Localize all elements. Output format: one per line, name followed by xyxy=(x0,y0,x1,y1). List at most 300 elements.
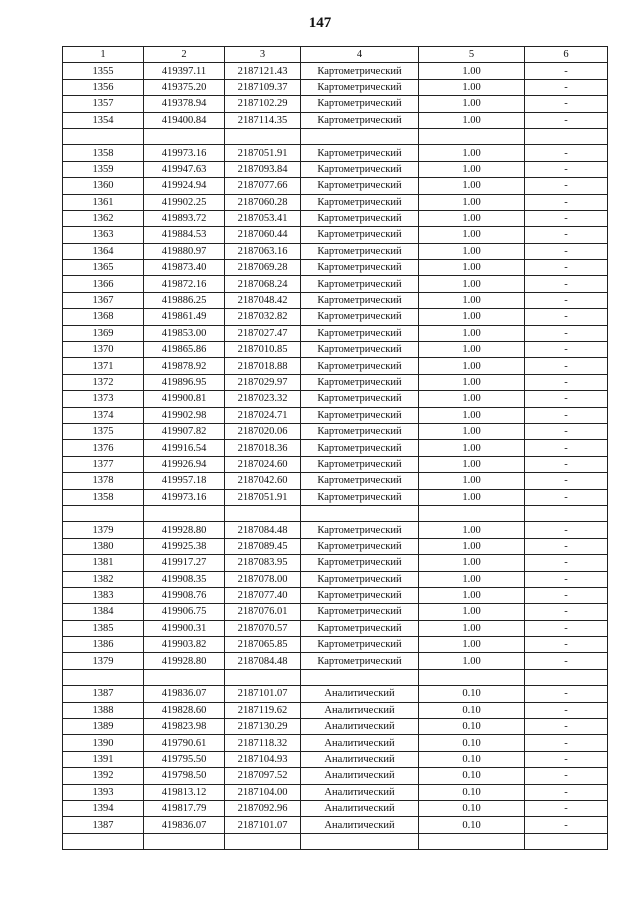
coord-y-cell: 2187084.48 xyxy=(225,653,301,669)
coord-x-cell: 419900.81 xyxy=(144,391,225,407)
point-number-cell: 1357 xyxy=(63,96,144,112)
coord-y-cell: 2187053.41 xyxy=(225,210,301,226)
method-cell: Картометрический xyxy=(301,325,419,341)
point-number-cell: 1385 xyxy=(63,620,144,636)
group-separator-row xyxy=(63,128,608,144)
point-number-cell: 1375 xyxy=(63,423,144,439)
accuracy-cell: 1.00 xyxy=(419,292,525,308)
coord-y-cell: 2187027.47 xyxy=(225,325,301,341)
point-number-cell: 1355 xyxy=(63,63,144,79)
accuracy-cell: 1.00 xyxy=(419,440,525,456)
accuracy-cell: 1.00 xyxy=(419,325,525,341)
coord-y-cell: 2187104.93 xyxy=(225,751,301,767)
empty-cell xyxy=(225,128,301,144)
method-cell: Картометрический xyxy=(301,161,419,177)
method-cell: Аналитический xyxy=(301,686,419,702)
method-cell: Картометрический xyxy=(301,63,419,79)
note-cell: - xyxy=(525,260,608,276)
method-cell: Картометрический xyxy=(301,292,419,308)
table-row xyxy=(63,292,608,308)
empty-cell xyxy=(525,833,608,849)
accuracy-cell: 0.10 xyxy=(419,817,525,833)
accuracy-cell: 1.00 xyxy=(419,79,525,95)
table-row xyxy=(63,751,608,767)
point-number-cell: 1389 xyxy=(63,719,144,735)
note-cell: - xyxy=(525,817,608,833)
table-row xyxy=(63,620,608,636)
header-col-4: 4 xyxy=(301,47,419,63)
coord-y-cell: 2187078.00 xyxy=(225,571,301,587)
coord-x-cell: 419836.07 xyxy=(144,817,225,833)
accuracy-cell: 1.00 xyxy=(419,407,525,423)
note-cell: - xyxy=(525,637,608,653)
accuracy-cell: 0.10 xyxy=(419,719,525,735)
note-cell: - xyxy=(525,800,608,816)
point-number-cell: 1362 xyxy=(63,210,144,226)
method-cell: Картометрический xyxy=(301,210,419,226)
point-number-cell: 1379 xyxy=(63,522,144,538)
table-row xyxy=(63,210,608,226)
coord-x-cell: 419902.98 xyxy=(144,407,225,423)
accuracy-cell: 1.00 xyxy=(419,194,525,210)
table-row xyxy=(63,391,608,407)
note-cell: - xyxy=(525,735,608,751)
point-number-cell: 1367 xyxy=(63,292,144,308)
coord-x-cell: 419853.00 xyxy=(144,325,225,341)
coord-x-cell: 419813.12 xyxy=(144,784,225,800)
point-number-cell: 1358 xyxy=(63,489,144,505)
point-number-cell: 1386 xyxy=(63,637,144,653)
coord-y-cell: 2187018.88 xyxy=(225,358,301,374)
table-row xyxy=(63,456,608,472)
coord-y-cell: 2187097.52 xyxy=(225,768,301,784)
coord-x-cell: 419893.72 xyxy=(144,210,225,226)
empty-cell xyxy=(225,505,301,521)
note-cell: - xyxy=(525,276,608,292)
coord-x-cell: 419790.61 xyxy=(144,735,225,751)
coord-y-cell: 2187077.40 xyxy=(225,587,301,603)
point-number-cell: 1393 xyxy=(63,784,144,800)
point-number-cell: 1366 xyxy=(63,276,144,292)
empty-cell xyxy=(144,505,225,521)
table-row xyxy=(63,260,608,276)
coord-y-cell: 2187023.32 xyxy=(225,391,301,407)
accuracy-cell: 1.00 xyxy=(419,260,525,276)
accuracy-cell: 1.00 xyxy=(419,112,525,128)
note-cell: - xyxy=(525,489,608,505)
coord-y-cell: 2187118.32 xyxy=(225,735,301,751)
method-cell: Картометрический xyxy=(301,587,419,603)
coord-y-cell: 2187060.44 xyxy=(225,227,301,243)
point-number-cell: 1378 xyxy=(63,473,144,489)
coord-x-cell: 419378.94 xyxy=(144,96,225,112)
coord-y-cell: 2187018.36 xyxy=(225,440,301,456)
empty-cell xyxy=(301,505,419,521)
method-cell: Картометрический xyxy=(301,194,419,210)
header-col-2: 2 xyxy=(144,47,225,63)
note-cell: - xyxy=(525,161,608,177)
accuracy-cell: 1.00 xyxy=(419,604,525,620)
accuracy-cell: 0.10 xyxy=(419,735,525,751)
point-number-cell: 1384 xyxy=(63,604,144,620)
table-row xyxy=(63,702,608,718)
point-number-cell: 1368 xyxy=(63,309,144,325)
method-cell: Аналитический xyxy=(301,719,419,735)
method-cell: Картометрический xyxy=(301,423,419,439)
empty-cell xyxy=(301,128,419,144)
table-row xyxy=(63,342,608,358)
point-number-cell: 1380 xyxy=(63,538,144,554)
coord-y-cell: 2187102.29 xyxy=(225,96,301,112)
table-row xyxy=(63,719,608,735)
coord-x-cell: 419798.50 xyxy=(144,768,225,784)
coord-x-cell: 419861.49 xyxy=(144,309,225,325)
coord-x-cell: 419880.97 xyxy=(144,243,225,259)
method-cell: Картометрический xyxy=(301,407,419,423)
table-row xyxy=(63,161,608,177)
page-number: 147 xyxy=(308,15,332,31)
coord-x-cell: 419925.38 xyxy=(144,538,225,554)
note-cell: - xyxy=(525,702,608,718)
coord-x-cell: 419903.82 xyxy=(144,637,225,653)
table-row xyxy=(63,604,608,620)
table-row xyxy=(63,653,608,669)
coord-y-cell: 2187020.06 xyxy=(225,423,301,439)
accuracy-cell: 1.00 xyxy=(419,538,525,554)
note-cell: - xyxy=(525,374,608,390)
method-cell: Картометрический xyxy=(301,473,419,489)
empty-cell xyxy=(525,669,608,685)
accuracy-cell: 1.00 xyxy=(419,456,525,472)
method-cell: Картометрический xyxy=(301,620,419,636)
coord-y-cell: 2187084.48 xyxy=(225,522,301,538)
point-number-cell: 1360 xyxy=(63,178,144,194)
coord-y-cell: 2187069.28 xyxy=(225,260,301,276)
coord-x-cell: 419817.79 xyxy=(144,800,225,816)
coord-y-cell: 2187101.07 xyxy=(225,686,301,702)
note-cell: - xyxy=(525,604,608,620)
method-cell: Картометрический xyxy=(301,555,419,571)
note-cell: - xyxy=(525,391,608,407)
empty-cell xyxy=(419,505,525,521)
coord-x-cell: 419828.60 xyxy=(144,702,225,718)
point-number-cell: 1361 xyxy=(63,194,144,210)
coord-x-cell: 419957.18 xyxy=(144,473,225,489)
table-row xyxy=(63,555,608,571)
method-cell: Картометрический xyxy=(301,653,419,669)
table-row xyxy=(63,768,608,784)
note-cell: - xyxy=(525,210,608,226)
point-number-cell: 1371 xyxy=(63,358,144,374)
coord-x-cell: 419902.25 xyxy=(144,194,225,210)
group-separator-row xyxy=(63,505,608,521)
note-cell: - xyxy=(525,178,608,194)
coord-x-cell: 419397.11 xyxy=(144,63,225,79)
accuracy-cell: 1.00 xyxy=(419,210,525,226)
note-cell: - xyxy=(525,342,608,358)
table-row xyxy=(63,309,608,325)
accuracy-cell: 1.00 xyxy=(419,423,525,439)
accuracy-cell: 1.00 xyxy=(419,555,525,571)
note-cell: - xyxy=(525,325,608,341)
coord-y-cell: 2187029.97 xyxy=(225,374,301,390)
point-number-cell: 1377 xyxy=(63,456,144,472)
coord-y-cell: 2187130.29 xyxy=(225,719,301,735)
note-cell: - xyxy=(525,358,608,374)
accuracy-cell: 1.00 xyxy=(419,342,525,358)
coord-y-cell: 2187114.35 xyxy=(225,112,301,128)
note-cell: - xyxy=(525,440,608,456)
accuracy-cell: 1.00 xyxy=(419,391,525,407)
coord-x-cell: 419873.40 xyxy=(144,260,225,276)
coord-x-cell: 419886.25 xyxy=(144,292,225,308)
coord-y-cell: 2187121.43 xyxy=(225,63,301,79)
method-cell: Аналитический xyxy=(301,751,419,767)
table-row xyxy=(63,538,608,554)
coord-x-cell: 419928.80 xyxy=(144,653,225,669)
empty-cell xyxy=(63,833,144,849)
accuracy-cell: 1.00 xyxy=(419,243,525,259)
table-row xyxy=(63,227,608,243)
coord-x-cell: 419872.16 xyxy=(144,276,225,292)
method-cell: Аналитический xyxy=(301,702,419,718)
point-number-cell: 1387 xyxy=(63,686,144,702)
point-number-cell: 1382 xyxy=(63,571,144,587)
note-cell: - xyxy=(525,79,608,95)
method-cell: Картометрический xyxy=(301,96,419,112)
method-cell: Картометрический xyxy=(301,358,419,374)
coord-y-cell: 2187109.37 xyxy=(225,79,301,95)
table-row xyxy=(63,325,608,341)
empty-cell xyxy=(419,128,525,144)
coord-x-cell: 419906.75 xyxy=(144,604,225,620)
method-cell: Картометрический xyxy=(301,145,419,161)
header-col-1: 1 xyxy=(63,47,144,63)
coord-y-cell: 2187010.85 xyxy=(225,342,301,358)
accuracy-cell: 0.10 xyxy=(419,751,525,767)
coord-x-cell: 419878.92 xyxy=(144,358,225,374)
table-row xyxy=(63,571,608,587)
method-cell: Картометрический xyxy=(301,571,419,587)
empty-cell xyxy=(63,128,144,144)
table-row xyxy=(63,407,608,423)
coord-x-cell: 419924.94 xyxy=(144,178,225,194)
method-cell: Картометрический xyxy=(301,637,419,653)
table-row xyxy=(63,800,608,816)
coord-y-cell: 2187024.71 xyxy=(225,407,301,423)
note-cell: - xyxy=(525,423,608,439)
note-cell: - xyxy=(525,587,608,603)
note-cell: - xyxy=(525,555,608,571)
method-cell: Картометрический xyxy=(301,260,419,276)
point-number-cell: 1363 xyxy=(63,227,144,243)
note-cell: - xyxy=(525,145,608,161)
coord-y-cell: 2187093.84 xyxy=(225,161,301,177)
method-cell: Аналитический xyxy=(301,800,419,816)
method-cell: Картометрический xyxy=(301,178,419,194)
coord-x-cell: 419908.76 xyxy=(144,587,225,603)
accuracy-cell: 0.10 xyxy=(419,784,525,800)
coord-y-cell: 2187051.91 xyxy=(225,145,301,161)
method-cell: Картометрический xyxy=(301,79,419,95)
table-row xyxy=(63,63,608,79)
method-cell: Аналитический xyxy=(301,768,419,784)
point-number-cell: 1394 xyxy=(63,800,144,816)
method-cell: Картометрический xyxy=(301,276,419,292)
coord-y-cell: 2187070.57 xyxy=(225,620,301,636)
empty-cell xyxy=(525,505,608,521)
note-cell: - xyxy=(525,63,608,79)
point-number-cell: 1379 xyxy=(63,653,144,669)
table-row xyxy=(63,112,608,128)
accuracy-cell: 1.00 xyxy=(419,653,525,669)
coord-x-cell: 419896.95 xyxy=(144,374,225,390)
method-cell: Картометрический xyxy=(301,522,419,538)
table-row xyxy=(63,178,608,194)
coord-y-cell: 2187051.91 xyxy=(225,489,301,505)
coord-x-cell: 419884.53 xyxy=(144,227,225,243)
point-number-cell: 1364 xyxy=(63,243,144,259)
note-cell: - xyxy=(525,243,608,259)
accuracy-cell: 1.00 xyxy=(419,145,525,161)
accuracy-cell: 1.00 xyxy=(419,374,525,390)
method-cell: Аналитический xyxy=(301,735,419,751)
coord-y-cell: 2187060.28 xyxy=(225,194,301,210)
coord-x-cell: 419400.84 xyxy=(144,112,225,128)
coord-x-cell: 419973.16 xyxy=(144,489,225,505)
point-number-cell: 1376 xyxy=(63,440,144,456)
coord-x-cell: 419375.20 xyxy=(144,79,225,95)
point-number-cell: 1374 xyxy=(63,407,144,423)
accuracy-cell: 1.00 xyxy=(419,522,525,538)
empty-cell xyxy=(144,833,225,849)
point-number-cell: 1365 xyxy=(63,260,144,276)
table-row xyxy=(63,276,608,292)
coord-y-cell: 2187024.60 xyxy=(225,456,301,472)
accuracy-cell: 1.00 xyxy=(419,63,525,79)
accuracy-cell: 0.10 xyxy=(419,702,525,718)
note-cell: - xyxy=(525,112,608,128)
point-number-cell: 1388 xyxy=(63,702,144,718)
method-cell: Картометрический xyxy=(301,440,419,456)
table-row xyxy=(63,79,608,95)
coord-y-cell: 2187119.62 xyxy=(225,702,301,718)
coord-y-cell: 2187076.01 xyxy=(225,604,301,620)
table-row xyxy=(63,686,608,702)
coord-y-cell: 2187104.00 xyxy=(225,784,301,800)
coord-x-cell: 419928.80 xyxy=(144,522,225,538)
table-row xyxy=(63,194,608,210)
table-row xyxy=(63,473,608,489)
coord-y-cell: 2187083.95 xyxy=(225,555,301,571)
method-cell: Картометрический xyxy=(301,374,419,390)
accuracy-cell: 1.00 xyxy=(419,473,525,489)
point-number-cell: 1359 xyxy=(63,161,144,177)
empty-cell xyxy=(63,505,144,521)
coord-x-cell: 419836.07 xyxy=(144,686,225,702)
coord-y-cell: 2187032.82 xyxy=(225,309,301,325)
header-col-6: 6 xyxy=(525,47,608,63)
note-cell: - xyxy=(525,686,608,702)
note-cell: - xyxy=(525,620,608,636)
accuracy-cell: 0.10 xyxy=(419,768,525,784)
empty-cell xyxy=(225,669,301,685)
point-number-cell: 1383 xyxy=(63,587,144,603)
coord-y-cell: 2187042.60 xyxy=(225,473,301,489)
point-number-cell: 1356 xyxy=(63,79,144,95)
point-number-cell: 1354 xyxy=(63,112,144,128)
method-cell: Картометрический xyxy=(301,489,419,505)
note-cell: - xyxy=(525,653,608,669)
method-cell: Картометрический xyxy=(301,456,419,472)
accuracy-cell: 0.10 xyxy=(419,800,525,816)
table-row xyxy=(63,637,608,653)
coord-y-cell: 2187048.42 xyxy=(225,292,301,308)
coord-y-cell: 2187092.96 xyxy=(225,800,301,816)
note-cell: - xyxy=(525,768,608,784)
header-col-5: 5 xyxy=(419,47,525,63)
accuracy-cell: 1.00 xyxy=(419,96,525,112)
point-number-cell: 1392 xyxy=(63,768,144,784)
method-cell: Картометрический xyxy=(301,243,419,259)
method-cell: Картометрический xyxy=(301,342,419,358)
note-cell: - xyxy=(525,456,608,472)
coord-x-cell: 419973.16 xyxy=(144,145,225,161)
note-cell: - xyxy=(525,538,608,554)
empty-cell xyxy=(419,669,525,685)
method-cell: Картометрический xyxy=(301,538,419,554)
table-row xyxy=(63,145,608,161)
coord-y-cell: 2187077.66 xyxy=(225,178,301,194)
coord-y-cell: 2187101.07 xyxy=(225,817,301,833)
empty-cell xyxy=(419,833,525,849)
coord-y-cell: 2187089.45 xyxy=(225,538,301,554)
table-row xyxy=(63,817,608,833)
table-row xyxy=(63,96,608,112)
method-cell: Картометрический xyxy=(301,604,419,620)
coord-x-cell: 419907.82 xyxy=(144,423,225,439)
accuracy-cell: 1.00 xyxy=(419,309,525,325)
table-header xyxy=(63,47,608,63)
point-number-cell: 1391 xyxy=(63,751,144,767)
coord-x-cell: 419926.94 xyxy=(144,456,225,472)
note-cell: - xyxy=(525,309,608,325)
point-number-cell: 1387 xyxy=(63,817,144,833)
accuracy-cell: 1.00 xyxy=(419,178,525,194)
table-row xyxy=(63,440,608,456)
point-number-cell: 1369 xyxy=(63,325,144,341)
empty-cell xyxy=(63,669,144,685)
coord-x-cell: 419795.50 xyxy=(144,751,225,767)
coord-y-cell: 2187063.16 xyxy=(225,243,301,259)
empty-cell xyxy=(525,128,608,144)
accuracy-cell: 1.00 xyxy=(419,276,525,292)
coord-x-cell: 419823.98 xyxy=(144,719,225,735)
note-cell: - xyxy=(525,96,608,112)
empty-cell xyxy=(301,669,419,685)
accuracy-cell: 1.00 xyxy=(419,620,525,636)
coord-x-cell: 419916.54 xyxy=(144,440,225,456)
note-cell: - xyxy=(525,292,608,308)
point-number-cell: 1373 xyxy=(63,391,144,407)
point-number-cell: 1390 xyxy=(63,735,144,751)
coord-x-cell: 419900.31 xyxy=(144,620,225,636)
method-cell: Картометрический xyxy=(301,112,419,128)
coord-x-cell: 419917.27 xyxy=(144,555,225,571)
empty-cell xyxy=(301,833,419,849)
accuracy-cell: 1.00 xyxy=(419,227,525,243)
note-cell: - xyxy=(525,522,608,538)
